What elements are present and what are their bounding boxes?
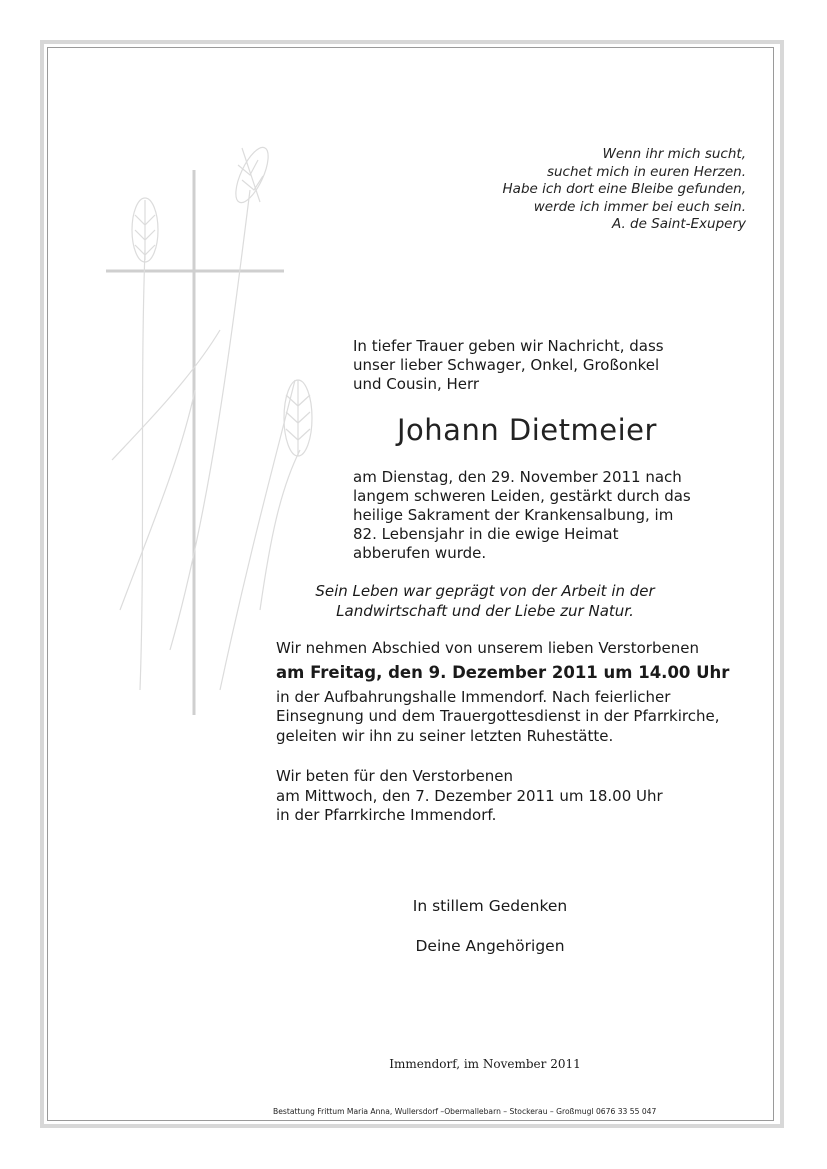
tribute-line: Sein Leben war geprägt von der Arbeit in der [315,582,655,600]
quote-line: werde ich immer bei euch sein. [533,198,746,215]
cross-icon [106,170,284,715]
funeral-date: am Freitag, den 9. Dezember 2011 um 14.00 Uhr [276,662,730,682]
funeral-details [276,639,746,746]
passing-line: heilige Sakrament der Krankensalbung, im [353,506,674,524]
farewell-line: Einsegnung und dem Trauergottesdienst in der Pfarrkirche, [276,707,720,725]
funeral-home-footer: Bestattung Frittum Maria Anna, Wullersdorf –Obermallebarn – Stockerau – Großmugl 0676 33 55 047 [273,1107,657,1116]
epigraph-quote [440,146,746,234]
passing-line: am Dienstag, den 29. November 2011 nach [353,468,682,486]
intro-line: und Cousin, Herr [353,375,480,393]
farewell-line: geleiten wir ihn zu seiner letzten Ruhestätte. [276,726,614,745]
family-signature: Deine Angehörigen [415,937,565,955]
life-tribute [260,582,710,621]
quote-line: Wenn ihr mich sucht, [602,146,746,162]
farewell-line: in der Aufbahrungshalle Immendorf. Nach feierlicher [276,687,671,706]
passing-line: abberufen wurde. [353,544,487,562]
passing-line: langem schweren Leiden, gestärkt durch das [353,487,691,505]
tribute-line: Landwirtschaft und der Liebe zur Natur. [336,601,634,620]
farewell-intro: Wir nehmen Abschied von unserem lieben Verstorbenen [276,639,699,657]
quote-author: A. de Saint-Exupery [611,216,746,232]
prayer-line: Wir beten für den Verstorbenen [276,767,514,785]
place-and-date: Immendorf, im November 2011 [389,1057,581,1071]
passing-line: 82. Lebensjahr in die ewige Heimat [353,525,619,543]
deceased-name: Johann Dietmeier [397,413,657,447]
prayer-service [276,767,746,826]
intro-line: In tiefer Trauer geben wir Nachricht, dass [353,337,664,355]
remembrance-line: In stillem Gedenken [412,897,568,915]
intro-line: unser lieber Schwager, Onkel, Großonkel [353,356,660,374]
passing-details [353,468,733,563]
announcement-intro [353,337,733,394]
prayer-line: am Mittwoch, den 7. Dezember 2011 um 18.00 Uhr [276,786,663,805]
prayer-line: in der Pfarrkirche Immendorf. [276,806,497,824]
quote-line: suchet mich in euren Herzen. [546,163,746,180]
quote-line: Habe ich dort eine Bleibe gefunden, [502,181,746,197]
